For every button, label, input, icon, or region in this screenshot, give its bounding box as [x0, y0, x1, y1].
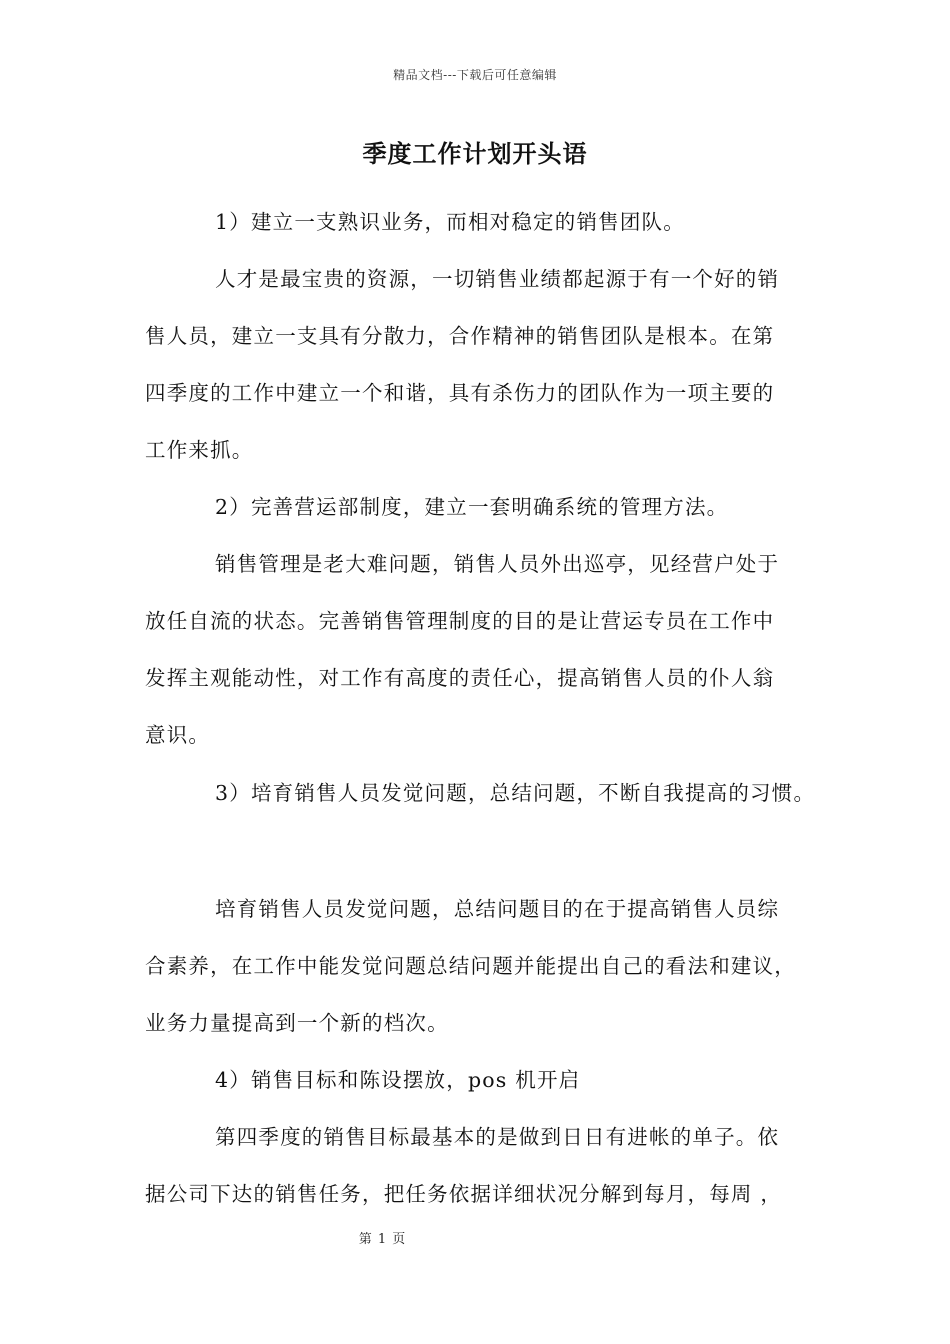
paragraph-line: 第四季度的销售目标最基本的是做到日日有进帐的单子。依 — [215, 1125, 780, 1149]
heading-item-2: 2）完善营运部制度，建立一套明确系统的管理方法。 — [215, 495, 729, 519]
paragraph-line: 合素养，在工作中能发觉问题总结问题并能提出自己的看法和建议， — [145, 954, 796, 978]
heading-item-4: 4）销售目标和陈设摆放，pos 机开启 — [215, 1068, 581, 1092]
page-number: 第 1 页 — [358, 1232, 407, 1247]
paragraph-line: 工作来抓。 — [145, 438, 254, 462]
paragraph-line: 销售管理是老大难问题，销售人员外出巡亭，见经营户处于 — [215, 552, 780, 576]
paragraph-line: 意识。 — [145, 723, 211, 747]
paragraph-line: 业务力量提高到一个新的档次。 — [145, 1011, 449, 1035]
document-title: 季度工作计划开头语 — [362, 139, 588, 168]
paragraph-line: 放任自流的状态。完善销售管理制度的目的是让营运专员在工作中 — [145, 609, 775, 633]
paragraph-line: 人才是最宝贵的资源，一切销售业绩都起源于有一个好的销 — [215, 267, 780, 291]
paragraph-line: 售人员，建立一支具有分散力，合作精神的销售团队是根本。在第 — [145, 324, 775, 348]
paragraph-line: 发挥主观能动性，对工作有高度的责任心，提高销售人员的仆人翁 — [145, 666, 775, 690]
header-note: 精品文档---下载后可任意编辑 — [393, 68, 557, 82]
heading-item-3: 3）培育销售人员发觉问题，总结问题，不断自我提高的习惯。 — [215, 781, 816, 805]
paragraph-line: 培育销售人员发觉问题，总结问题目的在于提高销售人员综 — [215, 897, 780, 921]
paragraph-line: 据公司下达的销售任务，把任务依据详细状况分解到每月，每周 ， — [145, 1182, 783, 1206]
paragraph-line: 四季度的工作中建立一个和谐，具有杀伤力的团队作为一项主要的 — [145, 381, 775, 405]
heading-item-1: 1）建立一支熟识业务，而相对稳定的销售团队。 — [215, 210, 685, 234]
